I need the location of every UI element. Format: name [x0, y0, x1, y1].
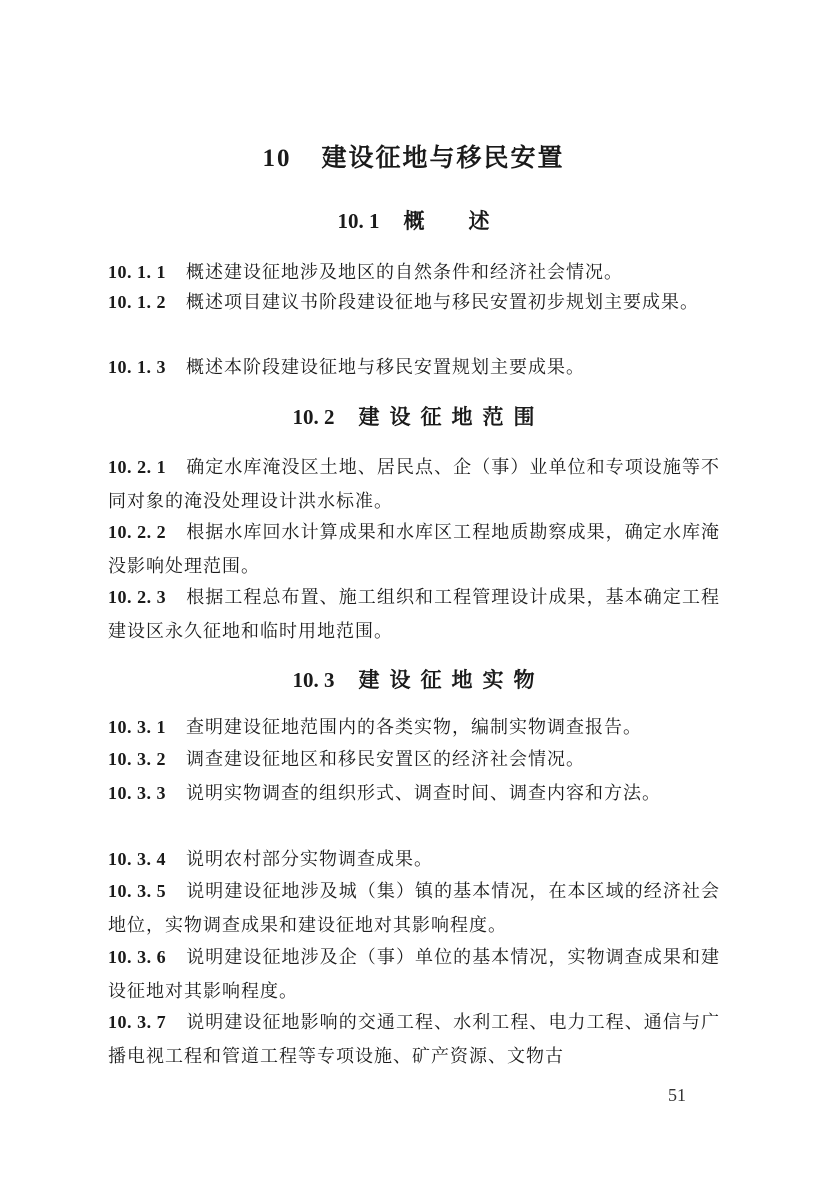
clause — [108, 580, 720, 649]
clause — [108, 842, 720, 877]
clause-number: 10. 3. 2 — [108, 749, 166, 769]
clause — [108, 515, 720, 584]
clause-text: 说明实物调查的组织形式、调查时间、调查内容和方法。 — [186, 783, 661, 804]
chapter-title — [0, 138, 827, 174]
clause-number: 10. 3. 1 — [108, 717, 166, 737]
clause-number: 10. 3. 7 — [108, 1012, 167, 1032]
clause — [108, 350, 720, 385]
clause-text: 查明建设征地范围内的各类实物，编制实物调查报告。 — [186, 717, 642, 738]
clause-text: 根据工程总布置、施工组织和工程管理设计成果，基本确定工程建设区永久征地和临时用地范围。 — [108, 587, 721, 642]
chapter-title-text: 建设征地与移民安置 — [321, 143, 565, 172]
clause-text: 概述项目建议书阶段建设征地与移民安置初步规划主要成果。 — [186, 292, 699, 313]
clause-text: 说明建设征地影响的交通工程、水利工程、电力工程、通信与广播电视工程和管道工程等专项设施、矿产资源、文物古 — [108, 1012, 721, 1067]
clause — [108, 450, 720, 519]
section-number: 10. 1 — [337, 209, 380, 233]
clause — [108, 940, 720, 1009]
clause-text: 确定水库淹没区土地、居民点、企（事）业单位和专项设施等不同对象的淹没处理设计洪水标准。 — [108, 457, 721, 512]
clause-text: 概述本阶段建设征地与移民安置规划主要成果。 — [186, 357, 585, 378]
clause-text: 说明建设征地涉及城（集）镇的基本情况，在本区域的经济社会地位，实物调查成果和建设征地对其影响程度。 — [108, 881, 721, 936]
clause-number: 10. 3. 5 — [108, 881, 167, 901]
clause-text: 说明农村部分实物调查成果。 — [186, 849, 433, 870]
clause-number: 10. 2. 1 — [108, 457, 167, 477]
clause — [108, 285, 720, 320]
section-title-text: 建设征地范围 — [358, 404, 545, 429]
clause-number: 10. 2. 3 — [108, 587, 167, 607]
clause — [108, 710, 720, 745]
section-title-text: 建设征地实物 — [358, 667, 545, 692]
clause-text: 根据水库回水计算成果和水库区工程地质勘察成果，确定水库淹没影响处理范围。 — [108, 522, 721, 577]
clause — [108, 776, 720, 811]
section-title — [0, 205, 827, 235]
chapter-number: 10 — [262, 145, 292, 172]
section-title — [0, 664, 827, 694]
clause-number: 10. 2. 2 — [108, 522, 167, 542]
clause-number: 10. 1. 1 — [108, 262, 166, 282]
clause-number: 10. 1. 3 — [108, 357, 166, 377]
clause — [108, 1005, 720, 1074]
section-title — [0, 401, 827, 431]
clause — [108, 874, 720, 943]
clause — [108, 742, 720, 777]
clause-number: 10. 3. 3 — [108, 783, 166, 803]
section-number: 10. 3 — [292, 668, 335, 692]
clause-number: 10. 1. 2 — [108, 292, 166, 312]
clause-text: 概述建设征地涉及地区的自然条件和经济社会情况。 — [186, 262, 623, 283]
section-title-text: 概述 — [403, 208, 534, 233]
section-number: 10. 2 — [292, 405, 335, 429]
clause-text: 说明建设征地涉及企（事）单位的基本情况，实物调查成果和建设征地对其影响程度。 — [108, 947, 721, 1002]
page-number: 51 — [668, 1085, 686, 1105]
clause-number: 10. 3. 4 — [108, 849, 166, 869]
clause-number: 10. 3. 6 — [108, 947, 167, 967]
clause-text: 调查建设征地区和移民安置区的经济社会情况。 — [186, 749, 585, 770]
